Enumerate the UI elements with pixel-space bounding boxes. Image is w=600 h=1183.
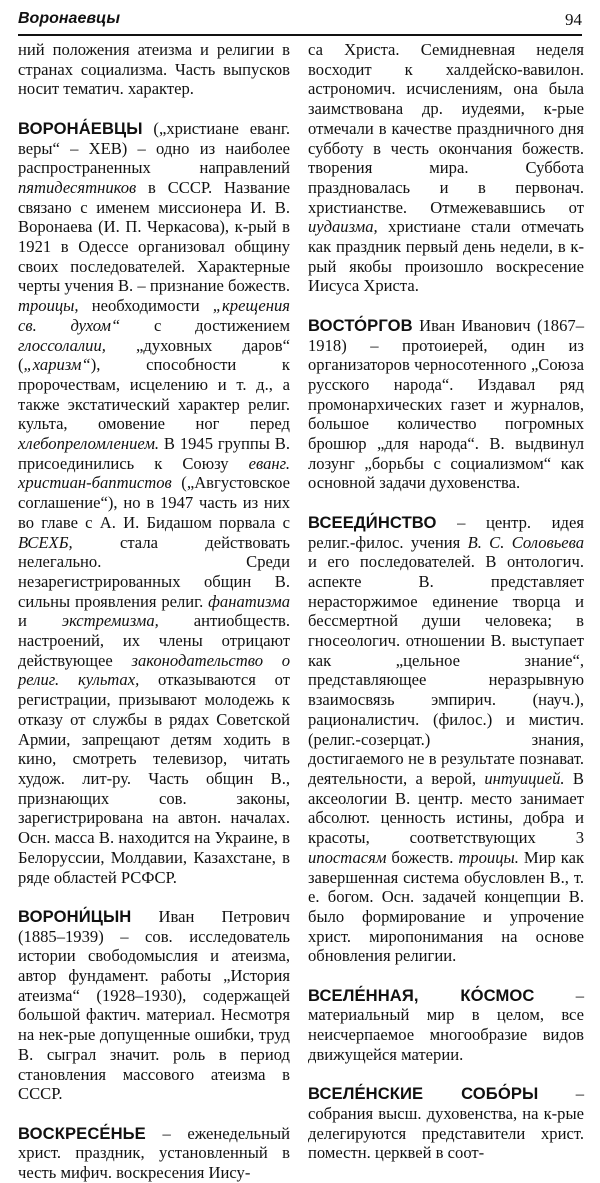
entry-headword: ВОСТО́РГОВ (308, 315, 413, 335)
cross-reference: пятидесятников (18, 177, 137, 197)
header-rule (18, 34, 582, 36)
entry-text: Иван Петрович (1885–1939) – сов. исследователь истории свободомыслия и атеизма, автор фундамент. работы „История атеизма“ (1928–1930), содержащей большой фактич. материал. Несмотря на нек-рые допущенные ошибки, труд В. сыграл значит. роль в период становления массового атеизма в СССР. (18, 906, 290, 1104)
entry-text: – собрания высш. духовенства, на к-рые делегируются представители христ. поместн. церквей в соот- (308, 1084, 584, 1163)
cross-reference: интуицией. (484, 768, 565, 788)
entry-text: В 1945 группы В. присоединились к Союзу (18, 434, 290, 473)
running-head: Воронаевцы (18, 10, 120, 27)
entry-text: („Августовское соглашение“), но в 1947 часть из них во главе с А. И. Бидашом порвала с (18, 473, 290, 532)
entry-headword: ВСЕЕДИ́НСТВО (308, 512, 437, 532)
entry-text: – еженедельный христ. праздник, установленный в честь мифич. воскресения Иису- (18, 1123, 290, 1183)
page-header (18, 8, 582, 36)
entry-text: отказываются от регистрации, призывают молодежь к отказу от службы в рядах Советской Армии, запрещают детям ходить в кино, смотреть телевизор, читать худож. лит-ру. Часть общин В., признающих сов. законы, зарегистрирована на автон. началах. Осн. масса В. находится на Украине, в Белоруссии, Молдавии, Казахстане, в ряде областей РСФСР. (18, 670, 290, 887)
cross-reference: троицы, (18, 296, 79, 316)
entry-headword: ВОРОНИ́ЦЫН (18, 906, 132, 926)
entry-text: ), способности к пророчествам, исцелению и т. д., а также экстатический характер религ. культа, омовение ног перед (18, 355, 290, 434)
entry-headword: ВСЕЛЕ́НСКИЕ СОБО́РЫ (308, 1084, 539, 1104)
entry-text: с достижением (120, 315, 290, 335)
entry-text: („христиане еванг. веры“ – ХЕВ) – одно из наиболее распространенных направлений (18, 118, 290, 178)
entry-headword: ВОСКРЕСЕ́НЬЕ (18, 1123, 146, 1143)
cross-reference: фанатизма (208, 591, 290, 611)
cross-reference: законодательство о религ. культах, (18, 650, 290, 690)
cross-reference: глоссолалии, (18, 335, 106, 355)
cross-reference: В. С. Соловьева (467, 532, 584, 552)
page-number: 94 (565, 10, 582, 29)
entry-text: христиане стали отмечать как праздник первый день недели, в к-рый якобы произошло воскресение Иисуса Христа. (308, 217, 584, 296)
entry-headword: ВОРОНА́ЕВЦЫ (18, 118, 143, 138)
entry-voronaevtsy (18, 119, 290, 887)
left-column (18, 40, 290, 1183)
cross-reference: ВСЕХБ, (18, 532, 73, 552)
continuation-paragraph (308, 40, 584, 296)
cross-reference: хлебопреломлением. (18, 434, 160, 454)
cross-reference: иудаизма, (308, 217, 378, 237)
entry-headword: ВСЕЛЕ́ННАЯ, КО́СМОС (308, 985, 535, 1005)
entry-text: Иван Иванович (1867–1918) – протоиерей, один из организаторов черносотенного „Союза русского народа“. Издавал ряд промонархических газет и журналов, большое количество погромных брошюр „для народа“. В. выдвинул лозунг „борьбы с социализмом“ как основной задачи духовенства. (308, 315, 584, 493)
entry-text: стала действовать нелегально. Среди незарегистрированных общин В. сильны проявления религ. (18, 532, 290, 611)
entry-text: божеств. (386, 847, 459, 867)
entry-text: – материальный мир в целом, все неисчерпаемое многообразие видов движущейся материи. (308, 985, 584, 1064)
entry-vostorgov (308, 316, 584, 493)
entry-voronitsyn (18, 907, 290, 1104)
entry-text: „духовных даров“ ( (18, 335, 290, 375)
entry-voskresenie (18, 1124, 290, 1183)
cross-reference: ипостасям (308, 847, 387, 867)
entry-text: – центр. идея религ.-филос. учения (308, 512, 584, 552)
cross-reference: „крещения св. духом“ (18, 296, 290, 335)
cross-reference: „харизм“ (23, 355, 91, 375)
cross-reference: троицы. (458, 847, 519, 867)
entry-text: антиобществ. настроений, их члены отрицают действующее (18, 611, 291, 670)
entry-text: В аксеологии В. центр. место занимает абсолют. ценность истины, добра и красоты, соответствующих 3 (308, 768, 584, 848)
entry-text: в СССР. Название связано с именем миссионера И. В. Воронаева (И. П. Черкасова), к-рый в 1921 в Одессе организовал общину своих последователей. Характерные черты учения В. – признание божеств. (18, 177, 290, 296)
entry-text: и его последователей. В онтологич. аспекте В. представляет нерасторжимое единение творца и бессмертной души человека; в гносеологич. отношении В. выступает как „цельное знание“, представляющее неразрывную взаимосвязь эмпирич. (науч.), рационалистич. (филос.) и мистич. (религ.-созерцат.) знания, достигаемого не в результате познават. деятельности, а верой, (308, 552, 584, 788)
entry-text: Мир как завершенная система обусловлен В., т. е. богом. Осн. задачей концепции В. было формирование и упрочение христ. миропонимания на основе обновления религии. (308, 847, 585, 966)
entry-text: са Христа. Семидневная неделя восходит к халдейско-вавилон. астрономич. исчислениям, она была заимствована др. иудеями, к-рые отмечали в качестве праздничного дня субботу в честь окончания божеств. творения мира. Суббота праздновалась и в первонач. христианстве. Отмежевавшись от (308, 40, 584, 217)
cross-reference: еванг. христиан-баптистов (18, 453, 290, 493)
entry-text: необходимости (78, 296, 213, 316)
cross-reference: экстремизма, (61, 611, 159, 631)
entry-text: и (18, 611, 62, 631)
entry-vselennaya (308, 986, 584, 1065)
entry-vselenskie-sobory (308, 1084, 584, 1163)
entry-vseedinstvo (308, 513, 584, 966)
right-column (308, 40, 584, 1163)
continuation-paragraph: ний положения атеизма и религии в странах социализма. Часть выпусков носит тематич. характер. (18, 40, 290, 99)
